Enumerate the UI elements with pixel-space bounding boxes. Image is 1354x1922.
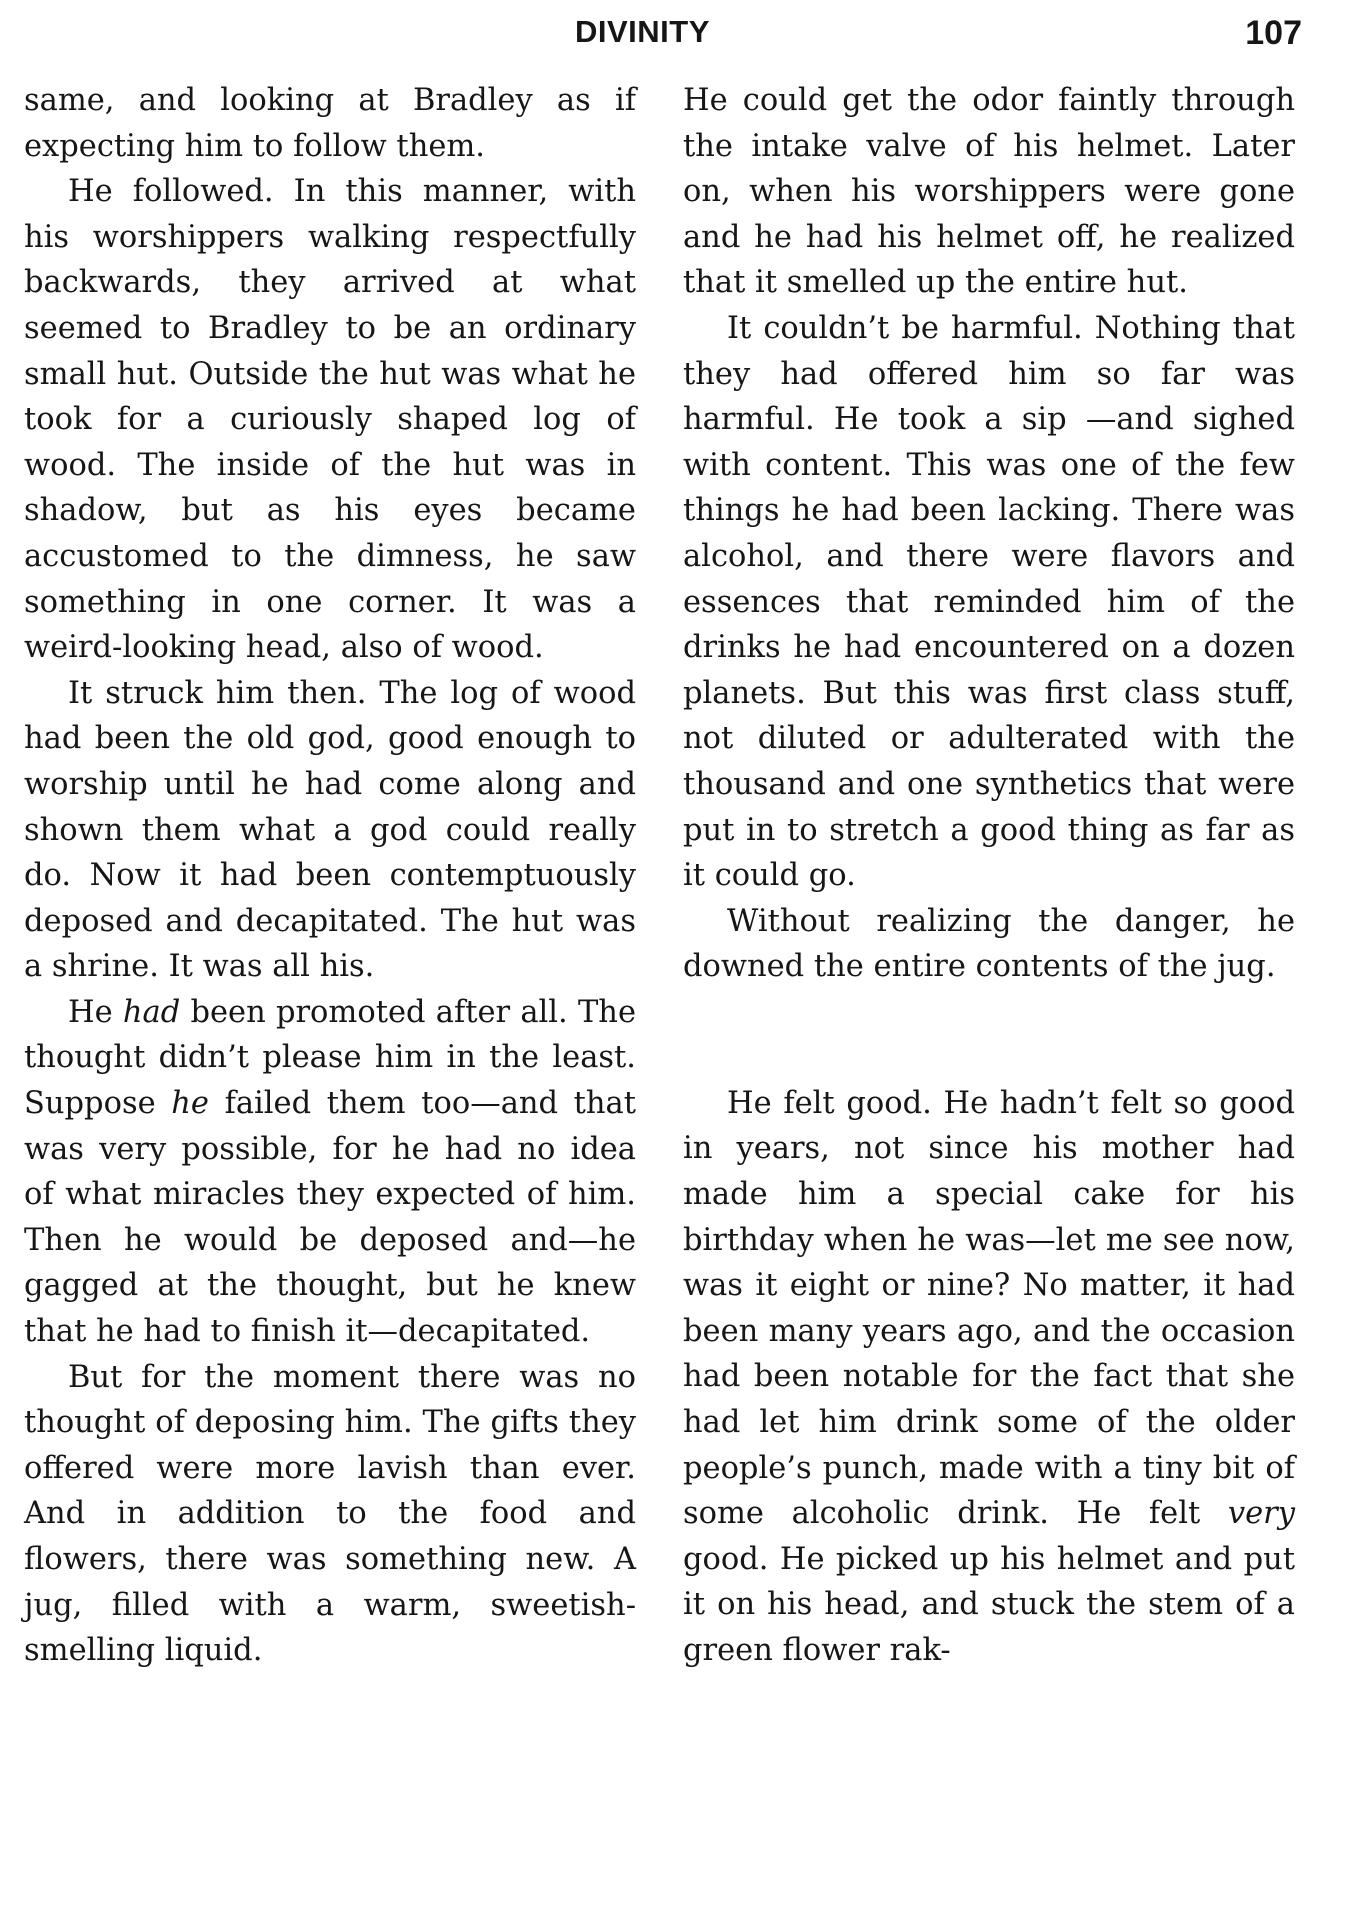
paragraph: same, and looking at Bradley as if expecting him to follow them. (24, 83, 636, 164)
page-header (0, 14, 1354, 64)
paragraph (683, 1081, 1295, 1674)
paragraph: He could get the odor faintly through the intake valve of his helmet. Later on, when his worshippers were gone and he had his helmet off, he realized that it smelled up the entire hut. (683, 83, 1295, 301)
paragraph: But for the moment there was no thought of deposing him. The gifts they offered were more lavish than ever. And in addition to the food and flowers, there was something new. A jug, filled with a warm, sweetish-smelling liquid. (24, 1359, 636, 1669)
text-run: failed them too—and that was very possible, for he had no idea of what miracles they expected of him. Then he would be deposed and—he gagged at the thought, but he knew that he had to finish it—decapitated. (24, 1086, 636, 1350)
text-run: been promoted after all. The thought didn’t please him in the least. Suppose (24, 994, 636, 1122)
paragraph: It struck him then. The log of wood had been the old god, good enough to worship until he had come along and shown them what a god could really do. Now it had been contemptuously deposed and decapitated. The hut was a shrine. It was all his. (24, 675, 636, 985)
italic-text: he (171, 1086, 209, 1122)
text-run: good. He picked up his helmet and put it on his head, and stuck the stem of a green flower rak- (683, 1541, 1295, 1668)
italic-text: had (122, 994, 181, 1030)
section-break (683, 990, 1295, 1081)
italic-text: very (1227, 1496, 1295, 1532)
text-run: He felt good. He hadn’t felt so good in years, not since his mother had made him a special cake for his birthday when he was—let me see now, was it eight or nine? No matter, it had been many years ago, and the occasion had been notable for the fact that she had let him drink some of the older people’s punch, made with a tiny bit of some alcoholic drink. He felt (683, 1085, 1295, 1532)
running-title: DIVINITY (575, 14, 710, 49)
paragraph: Without realizing the danger, he downed the entire contents of the jug. (683, 903, 1295, 985)
text-run: He (68, 994, 123, 1030)
page-number: 107 (1245, 14, 1302, 52)
paragraph: He followed. In this manner, with his worshippers walking respectfully backwards, they arrived at what seemed to Bradley to be an ordinary small hut. Outside the hut was what he took for a curiously shaped log of wood. The inside of the hut was in shadow, but as his eyes became accustomed to the dimness, he saw something in one corner. It was a weird-looking head, also of wood. (24, 174, 636, 666)
right-column (683, 78, 1295, 1674)
paragraph: It couldn’t be harmful. Nothing that they had offered him so far was harmful. He took a sip —and sighed with content. This was one of the few things he had been lacking. There was alcohol, and there were flavors and essences that reminded him of the drinks he had encountered on a dozen planets. But this was first class stuff, not diluted or adulterated with the thousand and one synthetics that were put in to stretch a good thing as far as it could go. (683, 310, 1295, 894)
left-column (24, 78, 636, 1674)
paragraph (24, 990, 636, 1355)
